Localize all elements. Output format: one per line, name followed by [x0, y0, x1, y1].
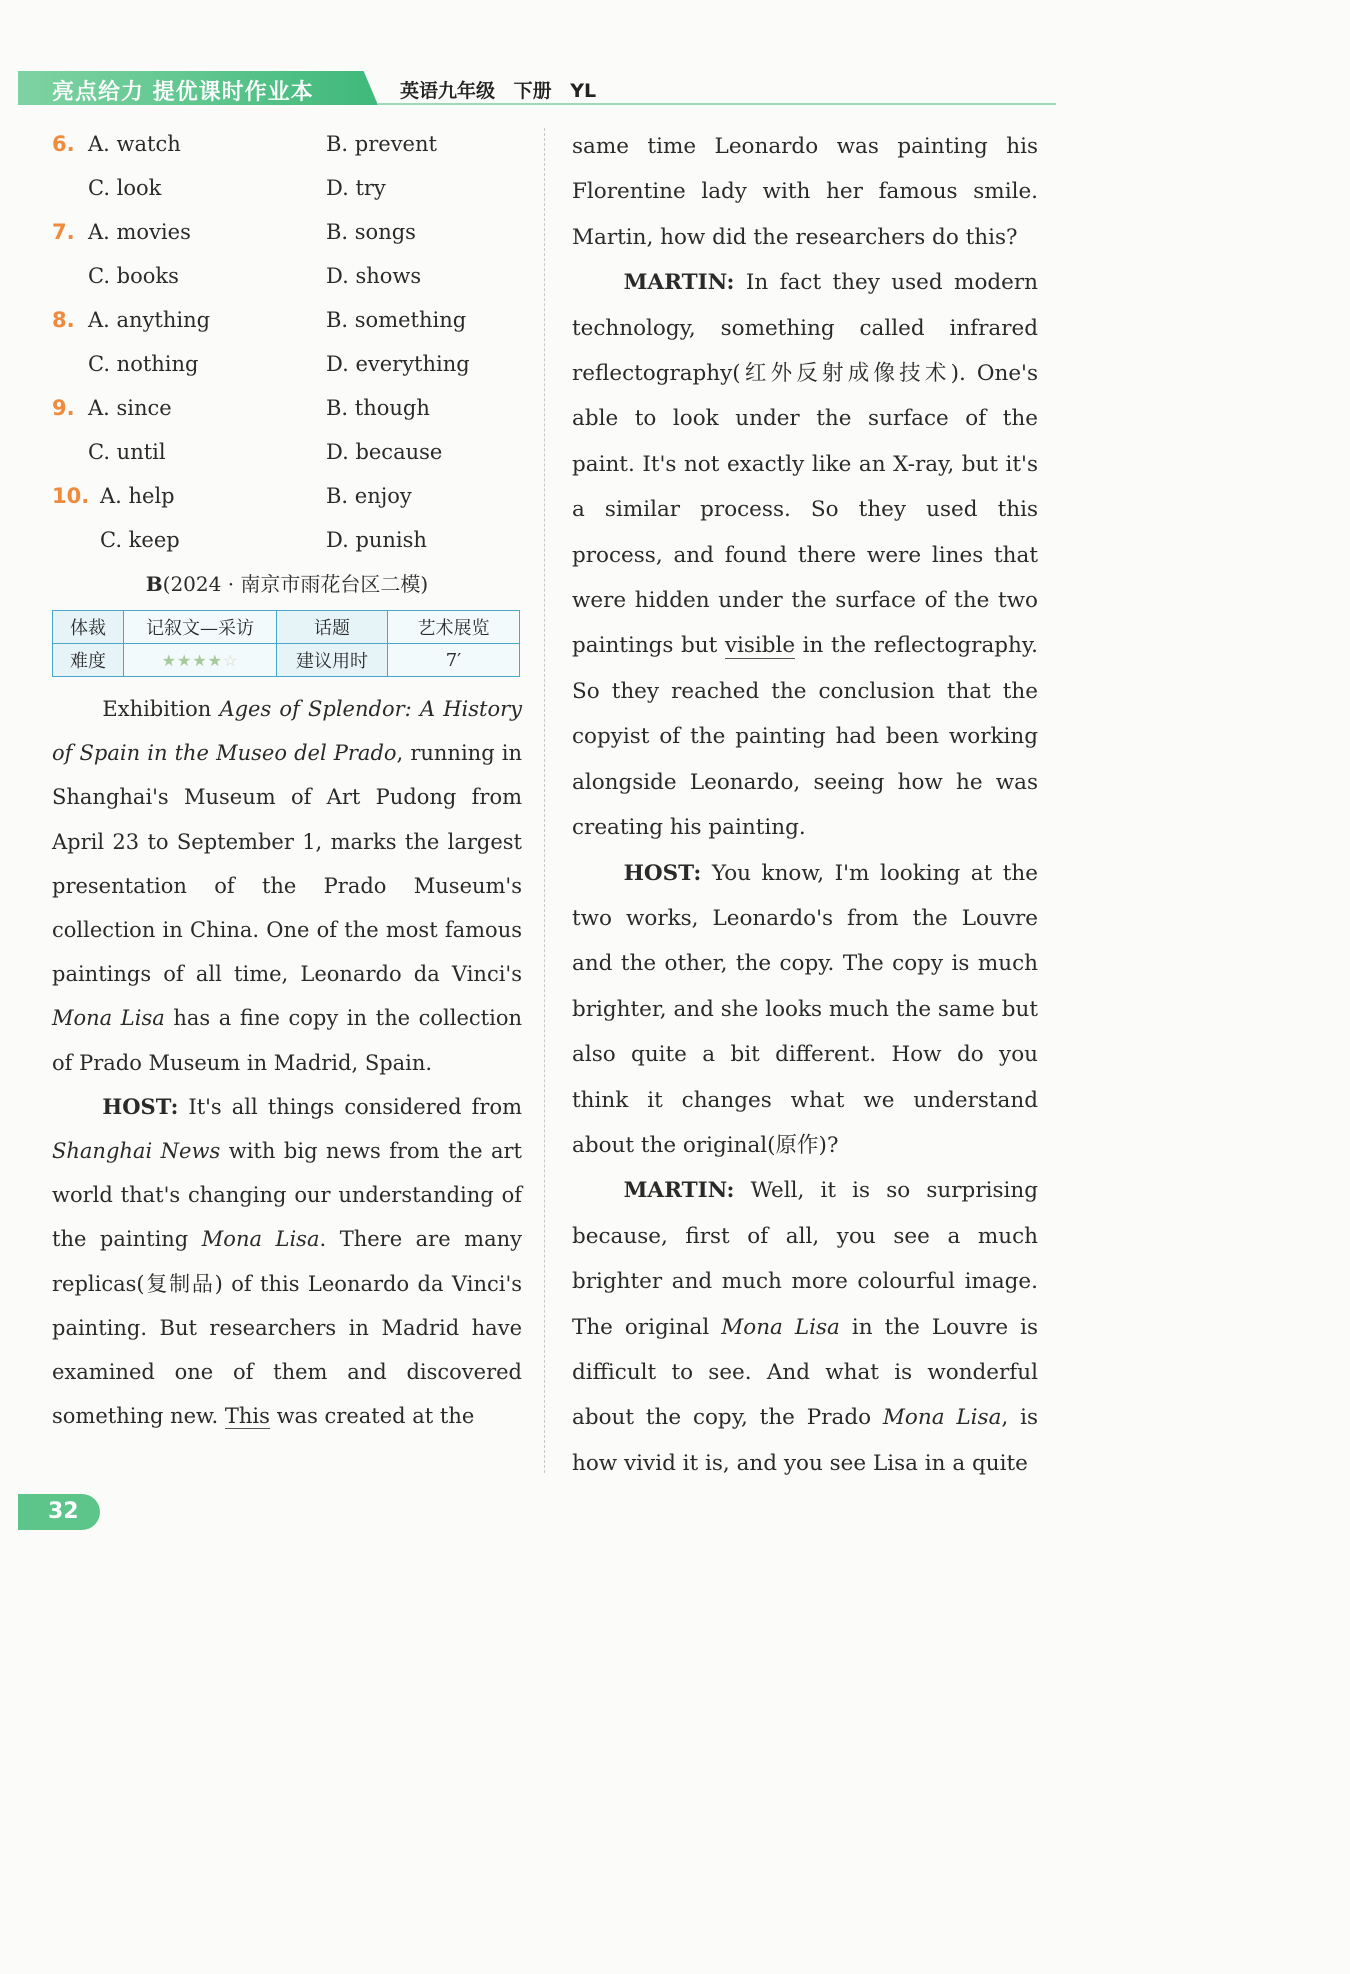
option-c: C. books [88, 264, 179, 288]
option-a: A. anything [88, 308, 211, 332]
right-column [572, 124, 1038, 1486]
question-number: 8. [52, 308, 75, 332]
time-value: 7′ [388, 644, 520, 677]
genre-label: 体裁 [53, 611, 124, 644]
passage-paragraph-1: Exhibition Ages of Splendor: A History of Spain in the Museo del Prado, running in Shanghai's Museum of Art Pudong from April 23 to September 1, marks the largest presentation of the Prado Museum's collection in China. One of the most famous paintings of all time, Leonardo da Vinci's Mona Lisa has a fine copy in the collection of Prado Museum in Madrid, Spain. [52, 697, 522, 1075]
page-header [18, 71, 1056, 107]
passage-paragraph-5: HOST: You know, I'm looking at the two works, Leonardo's from the Louvre and the other, the copy. The copy is much brighter, and she looks much the same but also quite a bit different. How do you think it changes what we understand about the original(原作)? [572, 860, 1038, 1158]
option-d: D. everything [326, 352, 470, 376]
header-rule [378, 103, 1056, 105]
option-b: B. though [326, 396, 430, 420]
page-number: 32 [18, 1494, 100, 1530]
option-c: C. look [88, 176, 162, 200]
underlined-word: This [224, 1404, 270, 1429]
passage-paragraph-3: same time Leonardo was painting his Florentine lady with her famous smile. Martin, how did the researchers do this? [572, 134, 1038, 250]
option-a: A. watch [88, 132, 181, 156]
question-6-row2 [52, 168, 522, 212]
difficulty-stars [124, 644, 277, 677]
option-c: C. keep [100, 528, 180, 552]
option-a: A. help [100, 484, 175, 508]
underlined-word: visible [724, 633, 796, 659]
genre-value: 记叙文—采访 [124, 611, 277, 644]
option-c: C. until [88, 440, 166, 464]
question-9-row2 [52, 432, 522, 476]
question-10-row2 [52, 520, 522, 564]
passage-info-table [52, 610, 520, 677]
section-letter: B [145, 572, 163, 596]
column-divider [544, 128, 545, 1473]
option-d: D. try [326, 176, 386, 200]
speaker-martin: MARTIN: [623, 1178, 735, 1204]
section-source: (2024 · 南京市雨花台区二模) [162, 572, 429, 596]
option-a: A. since [88, 396, 172, 420]
question-number: 6. [52, 132, 75, 156]
subject-label: 英语九年级 下册 YL [400, 80, 597, 102]
passage-paragraph-2: HOST: It's all things considered from Shanghai News with big news from the art world that's changing our understanding of the painting Mona Lisa. There are many replicas(复制品) of this Leonardo da Vinci's painting. But researchers in Madrid have examined one of them and discovered something new. This was created at the [52, 1093, 522, 1429]
section-title [52, 566, 522, 606]
question-6 [52, 124, 522, 168]
option-b: B. prevent [326, 132, 437, 156]
speaker-martin: MARTIN: [623, 270, 735, 296]
option-a: A. movies [88, 220, 191, 244]
question-7-row2 [52, 256, 522, 300]
question-10 [52, 476, 522, 520]
option-d: D. because [326, 440, 443, 464]
question-9 [52, 388, 522, 432]
time-label: 建议用时 [277, 644, 388, 677]
difficulty-label: 难度 [53, 644, 124, 677]
option-b: B. something [326, 308, 467, 332]
passage-paragraph-4: MARTIN: In fact they used modern technology, something called infrared reflectography(红外反射成像技术). One's able to look under the surface of the paint. It's not exactly like an X-ray, but it's a similar process. So they used this process, and found there were lines that were hidden under the surface of the two paintings but visible in the reflectography. So they reached the conclusion that the copyist of the painting had been working alongside Leonardo, seeing how he was creating his painting. [572, 270, 1038, 841]
book-title: 亮点给力 提优课时作业本 [52, 80, 314, 105]
question-7 [52, 212, 522, 256]
passage-paragraph-6: MARTIN: Well, it is so surprising because, first of all, you see a much brighter and much more colourful image. The original Mona Lisa in the Louvre is difficult to see. And what is wonderful about the copy, the Prado Mona Lisa, is how vivid it is, and you see Lisa in a quite [572, 1178, 1039, 1476]
option-d: D. shows [326, 264, 422, 288]
left-column [52, 124, 522, 1438]
question-8 [52, 300, 522, 344]
option-d: D. punish [326, 528, 427, 552]
question-8-row2 [52, 344, 522, 388]
question-number: 9. [52, 396, 75, 420]
exhibition-title: Ages of Splendor: A History of Spain in the Museo del Prado [52, 697, 522, 766]
topic-value: 艺术展览 [388, 611, 520, 644]
option-c: C. nothing [88, 352, 199, 376]
option-b: B. enjoy [326, 484, 412, 508]
question-number: 7. [52, 220, 75, 244]
star-rating-icon: ★★★★☆ [161, 650, 239, 670]
question-number: 10. [52, 484, 90, 508]
topic-label: 话题 [277, 611, 388, 644]
speaker-host: HOST: [102, 1093, 179, 1119]
option-b: B. songs [326, 220, 416, 244]
speaker-host: HOST: [623, 860, 702, 886]
